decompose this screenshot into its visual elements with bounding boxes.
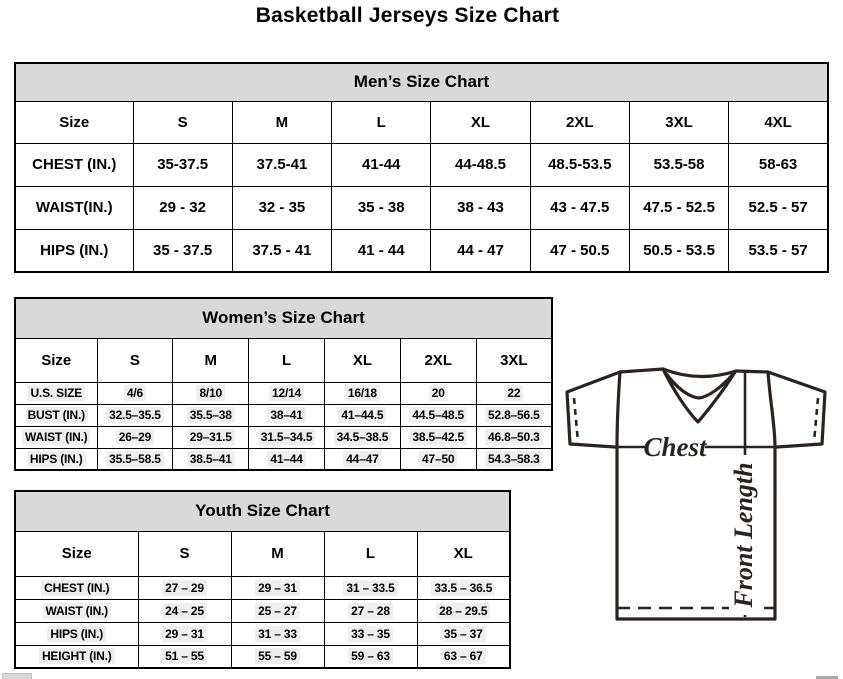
mens-cell-value: 52.5 - 57 <box>729 186 828 229</box>
youth-table-title: Youth Size Chart <box>15 491 510 531</box>
right-cuff-dashed-line <box>814 398 818 442</box>
collar-back-line <box>663 369 736 377</box>
mens-row-label: WAIST(IN.) <box>15 186 133 229</box>
womens-cell-value-text: 26–29 <box>116 429 154 445</box>
youth-table-row <box>15 622 510 645</box>
mens-cell-value: 44 - 47 <box>431 229 530 272</box>
womens-cell-value-text: 4/6 <box>124 385 146 401</box>
mens-cell-value: 53.5-58 <box>629 143 728 186</box>
mens-cell-value: 48.5-53.5 <box>530 143 629 186</box>
mens-column-header: XL <box>431 101 530 143</box>
womens-cell-value <box>97 426 173 448</box>
youth-cell-value <box>231 576 324 599</box>
womens-cell-value-text: 38.5–41 <box>187 451 235 467</box>
womens-cell-value-text: 47–50 <box>419 451 457 467</box>
youth-cell-value <box>231 599 324 622</box>
chest-measurement-label: Chest <box>643 432 707 462</box>
youth-cell-value-text: 27 – 29 <box>162 580 207 596</box>
youth-row-label-text: HEIGHT (IN.) <box>39 648 115 664</box>
mens-table-row <box>15 186 828 229</box>
womens-column-header: 2XL <box>400 338 476 382</box>
mens-cell-value: 41 - 44 <box>332 229 431 272</box>
mens-cell-value: 50.5 - 53.5 <box>629 229 728 272</box>
youth-row-label <box>15 599 138 622</box>
youth-cell-value <box>417 599 510 622</box>
youth-cell-value <box>324 645 417 668</box>
womens-row-label-text: BUST (IN.) <box>25 407 88 423</box>
youth-cell-value-text: 29 – 31 <box>255 580 300 596</box>
womens-cell-value-text: 8/10 <box>196 385 225 401</box>
mens-cell-value: 58-63 <box>729 143 828 186</box>
youth-row-label <box>15 645 138 668</box>
jersey-diagram-svg <box>556 362 842 624</box>
youth-size-table <box>14 490 511 669</box>
youth-column-header: Size <box>15 531 138 576</box>
mens-cell-value: 37.5-41 <box>232 143 331 186</box>
youth-cell-value-text: 51 – 55 <box>162 648 207 664</box>
youth-row-label <box>15 576 138 599</box>
womens-cell-value <box>173 404 249 426</box>
womens-cell-value-text: 20 <box>429 385 448 401</box>
youth-cell-value-text: 63 – 67 <box>441 648 486 664</box>
jersey-measurement-diagram <box>556 362 842 624</box>
womens-cell-value-text: 35.5–38 <box>187 407 235 423</box>
youth-cell-value-text: 33.5 – 36.5 <box>431 580 495 596</box>
youth-cell-value-text: 35 – 37 <box>441 626 486 642</box>
youth-table-row <box>15 576 510 599</box>
mens-size-table <box>14 62 829 273</box>
womens-cell-value <box>173 448 249 470</box>
left-armhole-seam <box>617 372 620 447</box>
youth-cell-value <box>138 599 231 622</box>
mens-cell-value: 38 - 43 <box>431 186 530 229</box>
womens-cell-value-text: 52.8–56.5 <box>485 407 543 423</box>
youth-cell-value <box>324 576 417 599</box>
womens-row-label <box>15 426 97 448</box>
page-title: Basketball Jerseys Size Chart <box>255 4 560 27</box>
mens-table-row <box>15 229 828 272</box>
womens-cell-value-text: 31.5–34.5 <box>258 429 316 445</box>
youth-cell-value-text: 28 – 29.5 <box>436 603 490 619</box>
womens-cell-value-text: 29–31.5 <box>187 429 235 445</box>
womens-cell-value-text: 41–44.5 <box>338 407 386 423</box>
youth-row-label <box>15 622 138 645</box>
womens-cell-value-text: 34.5–38.5 <box>334 429 392 445</box>
mens-column-header: M <box>232 101 331 143</box>
left-cuff-dashed-line <box>574 398 578 442</box>
womens-cell-value <box>324 382 400 404</box>
womens-cell-value <box>324 426 400 448</box>
womens-column-header: S <box>97 338 173 382</box>
mens-cell-value: 32 - 35 <box>232 186 331 229</box>
womens-cell-value-text: 12/14 <box>269 385 304 401</box>
mens-cell-value: 35-37.5 <box>133 143 232 186</box>
womens-table-row <box>15 382 552 404</box>
womens-row-label-text: WAIST (IN.) <box>22 429 90 445</box>
womens-cell-value-text: 44–47 <box>343 451 381 467</box>
right-shoulder-line <box>736 371 768 372</box>
mens-column-header: S <box>133 101 232 143</box>
mens-cell-value: 35 - 37.5 <box>133 229 232 272</box>
youth-row-label-text: CHEST (IN.) <box>41 580 112 596</box>
womens-cell-value <box>476 404 552 426</box>
mens-table-row <box>15 143 828 186</box>
youth-column-header: M <box>231 531 324 576</box>
womens-cell-value <box>324 448 400 470</box>
right-armhole-seam <box>768 372 775 447</box>
womens-column-header: XL <box>324 338 400 382</box>
womens-column-header: L <box>249 338 325 382</box>
mens-row-label: HIPS (IN.) <box>15 229 133 272</box>
mens-cell-value: 37.5 - 41 <box>232 229 331 272</box>
youth-cell-value <box>417 576 510 599</box>
youth-cell-value <box>324 599 417 622</box>
womens-row-label-text: HIPS (IN.) <box>27 451 86 467</box>
womens-cell-value <box>249 404 325 426</box>
youth-row-label-text: HIPS (IN.) <box>47 626 106 642</box>
womens-size-table <box>14 297 553 471</box>
womens-table-row <box>15 448 552 470</box>
mens-cell-value: 41-44 <box>332 143 431 186</box>
womens-cell-value <box>324 404 400 426</box>
womens-column-header: 3XL <box>476 338 552 382</box>
youth-cell-value <box>138 645 231 668</box>
womens-cell-value <box>476 382 552 404</box>
youth-cell-value <box>417 645 510 668</box>
womens-cell-value <box>249 382 325 404</box>
womens-cell-value <box>97 404 173 426</box>
womens-cell-value <box>400 404 476 426</box>
womens-cell-value <box>400 426 476 448</box>
youth-cell-value <box>324 622 417 645</box>
womens-cell-value-text: 35.5–58.5 <box>106 451 164 467</box>
youth-cell-value <box>417 622 510 645</box>
womens-cell-value <box>249 426 325 448</box>
womens-row-label-text: U.S. SIZE <box>27 385 85 401</box>
womens-row-label <box>15 448 97 470</box>
mens-table-title: Men’s Size Chart <box>15 63 828 101</box>
mens-column-header: L <box>332 101 431 143</box>
womens-cell-value <box>173 382 249 404</box>
horizontal-scrollbar-fragment-left[interactable] <box>2 673 32 679</box>
womens-column-header: M <box>173 338 249 382</box>
youth-cell-value <box>231 622 324 645</box>
youth-cell-value-text: 59 – 63 <box>348 648 393 664</box>
womens-cell-value <box>476 448 552 470</box>
womens-column-header: Size <box>15 338 97 382</box>
womens-cell-value-text: 46.8–50.3 <box>485 429 543 445</box>
womens-row-label <box>15 382 97 404</box>
youth-column-header: S <box>138 531 231 576</box>
youth-row-label-text: WAIST (IN.) <box>43 603 111 619</box>
womens-cell-value <box>400 382 476 404</box>
youth-cell-value <box>231 645 324 668</box>
left-shoulder-line <box>620 369 663 372</box>
youth-table-row <box>15 645 510 668</box>
youth-cell-value-text: 33 – 35 <box>348 626 393 642</box>
youth-cell-value-text: 31 – 33 <box>255 626 300 642</box>
mens-cell-value: 47.5 - 52.5 <box>629 186 728 229</box>
womens-cell-value <box>97 448 173 470</box>
mens-column-header: 4XL <box>729 101 828 143</box>
womens-cell-value-text: 38–41 <box>267 407 305 423</box>
womens-cell-value <box>97 382 173 404</box>
mens-cell-value: 35 - 38 <box>332 186 431 229</box>
mens-row-label: CHEST (IN.) <box>15 143 133 186</box>
front-length-measurement-label: Front Length <box>729 462 758 608</box>
womens-table-title: Women’s Size Chart <box>15 298 552 338</box>
womens-table-row <box>15 426 552 448</box>
mens-cell-value: 44-48.5 <box>431 143 530 186</box>
youth-cell-value-text: 55 – 59 <box>255 648 300 664</box>
womens-cell-value <box>173 426 249 448</box>
mens-cell-value: 47 - 50.5 <box>530 229 629 272</box>
youth-cell-value <box>138 576 231 599</box>
mens-cell-value: 29 - 32 <box>133 186 232 229</box>
mens-cell-value: 43 - 47.5 <box>530 186 629 229</box>
youth-column-header: L <box>324 531 417 576</box>
womens-cell-value-text: 54.3–58.3 <box>485 451 543 467</box>
womens-row-label <box>15 404 97 426</box>
womens-table-row <box>15 404 552 426</box>
mens-column-header: 2XL <box>530 101 629 143</box>
youth-column-header: XL <box>417 531 510 576</box>
youth-cell-value-text: 25 – 27 <box>255 603 300 619</box>
womens-cell-value-text: 32.5–35.5 <box>106 407 164 423</box>
mens-cell-value: 53.5 - 57 <box>729 229 828 272</box>
womens-cell-value <box>476 426 552 448</box>
youth-cell-value <box>138 622 231 645</box>
youth-cell-value-text: 24 – 25 <box>162 603 207 619</box>
youth-table-row <box>15 599 510 622</box>
mens-column-header: 3XL <box>629 101 728 143</box>
womens-cell-value-text: 38.5–42.5 <box>409 429 467 445</box>
youth-cell-value-text: 31 – 33.5 <box>343 580 397 596</box>
youth-cell-value-text: 27 – 28 <box>348 603 393 619</box>
mens-column-header: Size <box>15 101 133 143</box>
womens-cell-value-text: 22 <box>504 385 523 401</box>
womens-cell-value <box>400 448 476 470</box>
youth-cell-value-text: 29 – 31 <box>162 626 207 642</box>
womens-cell-value-text: 16/18 <box>345 385 380 401</box>
womens-cell-value <box>249 448 325 470</box>
womens-cell-value-text: 44.5–48.5 <box>409 407 467 423</box>
womens-cell-value-text: 41–44 <box>267 451 305 467</box>
